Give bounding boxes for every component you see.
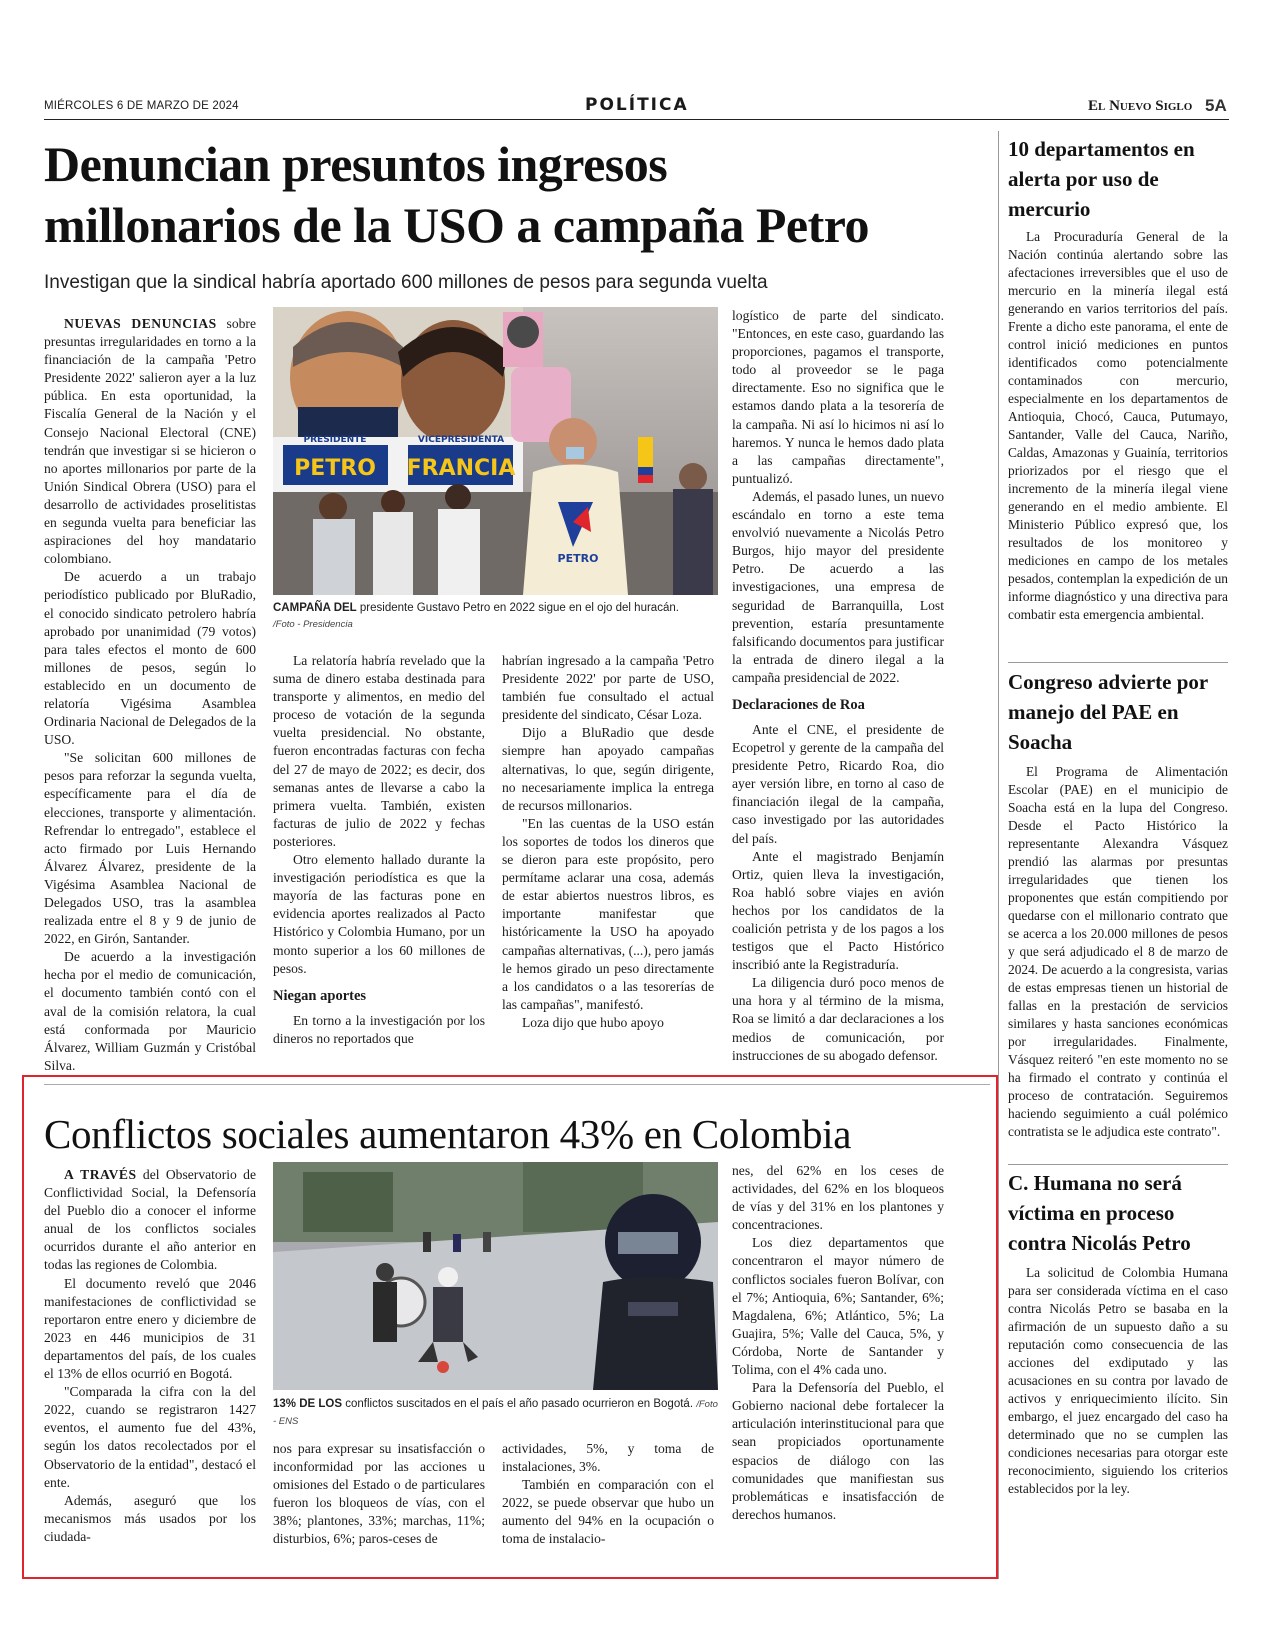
main-col1-p4: De acuerdo a la investigación hecha por el medio de comunicación, el documento también contó con el aval de la comisión relatora, la cual está conformada por Mauricio Álvarez, William Guzmán y Cristóbal Silva. xyxy=(44,949,256,1073)
second-caption-credit: /Foto - ENS xyxy=(273,1399,718,1427)
sidebar-rule-2 xyxy=(1008,1164,1228,1165)
main-col-1 xyxy=(44,315,256,1075)
main-photo xyxy=(273,307,718,595)
main-subheadline: Investigan que la sindical habría aportado 600 millones de pesos para segunda vuelta xyxy=(44,272,768,293)
main-col4-p1: logístico de parte del sindicato. "Entonces, en este caso, guardando las proporciones, pagamos el transporte, todo al proveedor se le paga directamente. Eso no significa que le estamos dando plata a la tesorería de la campaña. Ni así lo hicimos ni así lo haremos. Y nunca le hemos dado plata a las campañas directamente", puntualizó. xyxy=(732,308,944,486)
main-col-4 xyxy=(732,307,944,1065)
second-kicker: A TRAVÉS xyxy=(64,1167,137,1182)
second-photo xyxy=(273,1162,718,1390)
page-number: 5A xyxy=(1205,96,1227,115)
main-caption-text: presidente Gustavo Petro en 2022 sigue en el ojo del huracán. xyxy=(359,602,679,614)
main-col3-p1: habrían ingresado a la campaña 'Petro Presidente 2022' por parte de USO, también fue consultado el actual presidente del sindicato, César Loza. xyxy=(502,653,714,723)
publication-name: El Nuevo Siglo xyxy=(1088,98,1193,114)
second-col4-p3: Para la Defensoría del Pueblo, el Gobierno nacional debe fortalecer la articulación interinstitucional para que sean propiciados oportunamente espacios de diálogo con las comunidades que manifiestan sus problemáticas e insatisfacción de derechos humanos. xyxy=(732,1380,944,1522)
main-col2-p1: La relatoría habría revelado que la suma de dinero estaba destinada para transporte y alimentos, en medio del proceso de votación de la segunda vuelta presidencial. No obstante, fueron encontradas facturas con fecha del 27 de mayo de 2022; es decir, dos semanas antes de llevarse a cabo la primera vuelta. También, existen facturas de julio de 2022 y fechas posteriores. xyxy=(273,653,485,849)
second-photo-caption xyxy=(273,1396,718,1430)
photo-sign-left-top: PRESIDENTE xyxy=(303,435,367,445)
second-col1-p1-text: del Observatorio de Conflictividad Social, la Defensoría del Pueblo dio a conocer el informe anual de los conflictos sociales ocurridos durante el año anterior en todas las regiones de Colombia. xyxy=(44,1167,256,1273)
second-col1-p3: "Comparada la cifra con la del 2022, cuando se registraron 1427 eventos, el aumento fue del 43%, según los datos recolectados por el Observatorio de la entidad", destacó el ente. xyxy=(44,1384,256,1490)
sidebar-story2-title: Congreso advierte por manejo del PAE en Soacha xyxy=(1008,670,1208,754)
main-col4-p3: Ante el CNE, el presidente de Ecopetrol y gerente de la campaña del presidente Petro, Ricardo Roa, dio ayer versión libre, en torno al caso de financiación ilegal de la campaña, caso investigado por las autoridades del país. xyxy=(732,721,944,846)
main-col-2 xyxy=(273,652,485,1048)
second-col-4 xyxy=(732,1162,944,1524)
main-col4-p5: La diligencia duró poco menos de una hora y al término de la misma, Roa se limitó a dar declaraciones a los medios de comunicación, por instrucciones de su abogado defensor. xyxy=(732,975,944,1063)
section-name: POLÍTICA xyxy=(585,95,689,115)
sidebar-story1-text: La Procuraduría General de la Nación continúa alertando sobre las afectaciones irreversibles que el uso de mercurio en la minería ilegal está generando en varios territorios del país. Frente a dicho este panorama, el ente de control inició mediciones en puntos identificados como potencialmente contaminados con mercurio, especialmente en los departamentos de Antioquia, Chocó, Cauca, Putumayo, Santander, Valle del Cauca, Nariño, Caldas, Amazonas y Guainía, territorios priorizados por el riesgo que el incremento de la minería ilegal viene generando en el medio ambiente. El Ministerio Público expresó que, los resultados de los monitoreo y mediciones en campo de los metales pesados, contemplan la expedición de un informe diagnóstico y una directiva para combatir esta emergencia ambiental. xyxy=(1008,229,1228,622)
second-caption-lead: 13% DE LOS xyxy=(273,1398,343,1410)
sidebar-divider xyxy=(998,131,999,1579)
main-caption-lead: CAMPAÑA DEL xyxy=(273,602,357,614)
second-col-3 xyxy=(502,1440,714,1549)
second-col1-p2: El documento reveló que 2046 manifestaciones de conflictividad se reportaron entre enero y diciembre de 2023 en 446 municipios de 31 departamentos del país, de los cuales el 13% de ellos ocurrió en Bogotá. xyxy=(44,1275,256,1382)
second-col3-p1: actividades, 5%, y toma de instalaciones, 3%. xyxy=(502,1441,714,1475)
main-headline-line2: millonarios de la USO a campaña Petro xyxy=(44,197,870,253)
second-photo-svg xyxy=(273,1162,718,1390)
second-col-2 xyxy=(273,1440,485,1549)
main-col1-p2: De acuerdo a un trabajo periodístico publicado por BluRadio, el conocido sindicato petrolero habría aprobado por unanimidad (79 votos) para tales efectos el monto de 600 millones de pesos, según lo establecido en un documento de relatoría Vigésima Asamblea Ordinaria Nacional de Delegados de la USO. xyxy=(44,569,256,748)
main-photo-caption xyxy=(273,600,723,633)
main-col4-p4: Ante el magistrado Benjamín Ortiz, quien lleva la investigación, Roa habló sobre viajes en avión hechos por los candidatos de la coalición petrista y de los pagos a los testigos que el Pacto Histórico inscribió ante la Registraduría. xyxy=(732,848,944,973)
main-col2-subhead: Niegan aportes xyxy=(273,987,367,1004)
second-caption-text: conflictos suscitados en el país el año pasado ocurrieron en Bogotá. xyxy=(345,1398,694,1410)
sidebar-story3-title: C. Humana no será víctima en proceso contra Nicolás Petro xyxy=(1008,1171,1191,1255)
second-article-rule xyxy=(44,1084,990,1085)
sidebar-story3-text: La solicitud de Colombia Humana para ser considerada víctima en el caso contra Nicolás Petro se basaba en la afirmación de un supuesto daño a su reputación como consecuencia de las acciones del exdiputado y las acusaciones en su contra por lavado de activos y enriquecimiento ilícito. Sin embargo, el juez encargado del caso ha determinado que no se cumplen las condiciones necesarias para otorgar este reconocimiento, siguiendo los criterios establecidos por la ley. xyxy=(1008,1265,1228,1496)
second-col2-p1: nos para expresar su insatisfacción o inconformidad por las acciones u omisiones del Estado o de particulares fueron los bloqueos de vías, con el 38%; plantones, 33%; marchas, 11%; disturbios, 6%; paros-ceses de xyxy=(273,1441,485,1547)
main-col4-p2: Además, el pasado lunes, un nuevo escándalo en torno a este tema envolvió nuevamente a Nicolás Petro Burgos, hijo mayor del presidente Petro. De acuerdo a las investigaciones, una empresa de seguridad de Barranquilla, Lost prevention, estaría presuntamente falsificando documentos para justificar la entrada de dinero ilegal a la campaña presidencial de 2022. xyxy=(732,488,944,685)
main-photo-svg xyxy=(273,307,718,595)
main-col-3 xyxy=(502,652,714,1032)
photo-sign-right-top: VICEPRESIDENTA xyxy=(417,435,505,445)
header-rule xyxy=(44,119,1229,120)
main-col1-p3: "Se solicitan 600 millones de pesos para reforzar la segunda vuelta, específicamente para el día de elecciones, transporte y alimentación. Refrendar lo entregado", establece el acto firmado por Luis Hernando Álvarez Álvarez, presidente de la Vigésima Asamblea Nacional de Delegados USO, tras la asamblea realizada entre el 8 y 9 de junio de 2022, en Girón, Santander. xyxy=(44,750,256,947)
photo-sign-left: PETRO xyxy=(294,456,376,481)
main-headline-line1: Denuncian presuntos ingresos xyxy=(44,136,668,192)
second-col-1 xyxy=(44,1166,256,1546)
main-col2-p3: En torno a la investigación por los dineros no reportados que xyxy=(273,1012,485,1046)
second-col3-p2: También en comparación con el 2022, se puede observar que hubo un aumento del 94% en la ocupación o toma de instalacio- xyxy=(502,1477,714,1547)
main-col3-p2: Dijo a BluRadio que desde siempre han apoyado campañas alternativas, lo que, según dirigente, no necesariamente implica la entrega de recursos millonarios. xyxy=(502,725,714,813)
main-col2-p2: Otro elemento hallado durante la investigación periodística es que la mayoría de las facturas pone en evidencia aportes realizados al Pacto Histórico y Colombia Humano, por un monto superior a los 60 millones de pesos. xyxy=(273,852,485,976)
photo-shirt-text: PETRO xyxy=(557,552,599,565)
main-col1-p1 xyxy=(44,315,256,568)
second-col1-p1 xyxy=(44,1166,256,1275)
main-col4-subhead: Declaraciones de Roa xyxy=(732,696,865,713)
second-col4-p1: nes, del 62% en los ceses de actividades, del 62% en los bloqueos de vías y del 31% en los plantones y concentraciones. xyxy=(732,1163,944,1233)
second-headline: Conflictos sociales aumentaron 43% en Colombia xyxy=(44,1111,852,1157)
main-headline xyxy=(44,134,994,256)
main-col3-p4: Loza dijo que hubo apoyo xyxy=(522,1014,664,1030)
main-col1-p1-text: sobre presuntas irregularidades en torno a la financiación de la campaña 'Petro Presidente 2022' salieron ayer a la luz pública. En esta oportunidad, la Fiscalía General de la Nación y el Consejo Nacional Electoral (CNE) tendrán que investigar si se hicieron o no aportes millonarios por parte de la Unión Sindical Obrera (USO) para el desarrollo de actividades proselitistas en segunda vuelta para beneficiar las aspiraciones del hoy mandatario colombiano. xyxy=(44,316,256,567)
photo-sign-right: FRANCIA xyxy=(406,456,516,481)
sidebar-story2-text: El Programa de Alimentación Escolar (PAE) en el municipio de Soacha está en la lupa del Congreso. Desde el Pacto Histórico la representante Alexandra Vásquez prendió las alarmas por presuntas irregularidades que tienen los proponentes que están compitiendo por quedarse con el millonario contrato que se acerca a los 20.000 millones de pesos y que será adjudicado el 8 de marzo de 2024. De acuerdo a la congresista, varias de estas empresas tienen un historial de fallas en la prestación de servicios similares y hasta sanciones económicas por irregularidades. Finalmente, Vásquez reiteró "en este momento no se ha firmado el contrato y continúa el proceso de contratación. Seguiremos haciendo seguimiento a cuál polémico contratista se le adjudica este contrato". xyxy=(1008,764,1228,1139)
second-col1-p4: Además, aseguró que los mecanismos más usados por los ciudada- xyxy=(44,1492,256,1544)
main-kicker: NUEVAS DENUNCIAS xyxy=(64,316,217,331)
second-col4-p2: Los diez departamentos que concentraron el mayor número de conflictos sociales fueron Bolívar, con el 7%; Antioquia, 6%; Santander, 6%; Magdalena, 6%; Atlántico, 5%; La Guajira, 5%; Valle del Cauca, 5%, y Córdoba, Norte de Santander y Tolima, con el 4% cada uno. xyxy=(732,1235,944,1378)
sidebar-rule-1 xyxy=(1008,662,1228,663)
page-date: MIÉRCOLES 6 DE MARZO DE 2024 xyxy=(44,100,239,112)
main-caption-credit: /Foto - Presidencia xyxy=(273,619,353,630)
main-col3-p3: "En las cuentas de la USO están los soportes de todos los dineros que se dieron para este propósito, pero permítame aclarar una cosa, además de estar abiertos nuestros libros, es importante manifestar que históricamente la USO ha apoyado campañas alternativas, (...), pero jamás le hemos girado un peso directamente a los candidatos o a las tesorerías de las campañas", manifestó. xyxy=(502,815,714,1012)
sidebar-story1-title: 10 departamentos en alerta por uso de mercurio xyxy=(1008,137,1195,221)
